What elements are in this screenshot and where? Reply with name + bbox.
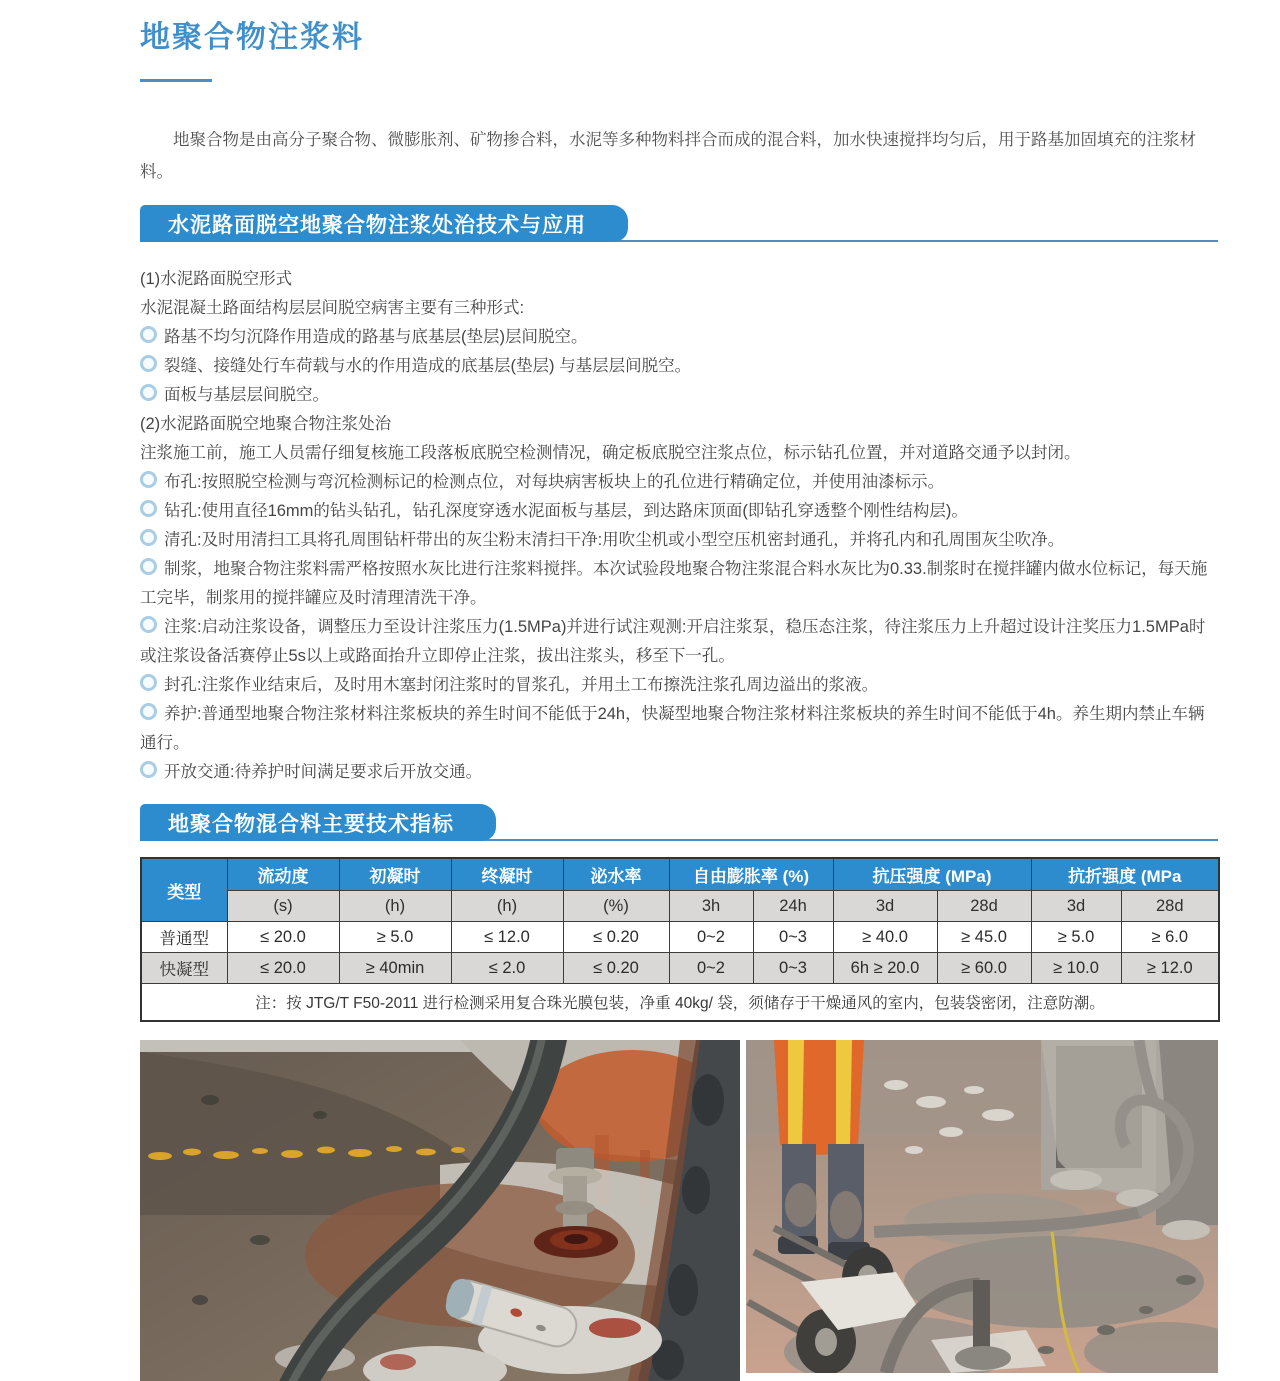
table-cell: ≥ 40min bbox=[339, 953, 451, 984]
table-cell: 6h ≥ 20.0 bbox=[833, 953, 937, 984]
photo-left-grouting-hole bbox=[140, 1040, 740, 1381]
table-cell: ≤ 12.0 bbox=[451, 922, 563, 953]
table-cell: ≥ 40.0 bbox=[833, 922, 937, 953]
table-cell: ≥ 5.0 bbox=[1031, 922, 1121, 953]
ring-bullet-icon bbox=[140, 384, 157, 401]
page-title: 地聚合物注浆料 bbox=[140, 21, 364, 54]
grouting-hole-photo-illustration bbox=[140, 1040, 740, 1381]
table-cell: 0~3 bbox=[753, 922, 833, 953]
table-subheader-cell: (h) bbox=[339, 891, 451, 922]
table-header-cell: 自由膨胀率 (%) bbox=[669, 858, 833, 891]
row-label: 普通型 bbox=[141, 922, 227, 953]
table-cell: ≥ 12.0 bbox=[1121, 953, 1219, 984]
text: (2)水泥路面脱空地聚合物注浆处治 bbox=[140, 415, 392, 433]
ring-bullet-icon bbox=[140, 471, 157, 488]
bullet-item bbox=[140, 613, 1218, 671]
table-subheader-cell: 24h bbox=[753, 891, 833, 922]
bullet-text: 养护:普通型地聚合物注浆材料注浆板块的养生时间不能低于24h，快凝型地聚合物注浆材料注浆板块的养生时间不能低于4h。养生期内禁止车辆通行。 bbox=[140, 705, 1205, 752]
table-subheader-cell: 28d bbox=[937, 891, 1031, 922]
bullet-item bbox=[140, 526, 1218, 555]
bullet-text: 钻孔:使用直径16mm的钻头钻孔，钻孔深度穿透水泥面板与基层，到达路床顶面(即钻孔穿透整个刚性结构层)。 bbox=[164, 502, 968, 520]
photo-right-worksite bbox=[746, 1040, 1218, 1373]
table-subheader-cell: 3h bbox=[669, 891, 753, 922]
table-header-cell: 流动度 bbox=[227, 858, 339, 891]
intro-paragraph: 地聚合物是由高分子聚合物、微膨胀剂、矿物掺合料，水泥等多种物料拌合而成的混合料，加水快速搅拌均匀后，用于路基加固填充的注浆材料。 bbox=[140, 131, 1196, 181]
table-row bbox=[141, 953, 1219, 984]
table-subheader-cell: (s) bbox=[227, 891, 339, 922]
table-subheader-cell: 3d bbox=[1031, 891, 1121, 922]
bullet-item bbox=[140, 381, 1218, 410]
ring-bullet-icon bbox=[140, 558, 157, 575]
table-cell: ≤ 20.0 bbox=[227, 922, 339, 953]
bullet-text: 布孔:按照脱空检测与弯沉检测标记的检测点位，对每块病害板块上的孔位进行精确定位，并使用油漆标示。 bbox=[164, 473, 945, 491]
table-cell: 0~2 bbox=[669, 953, 753, 984]
bullet-item bbox=[140, 497, 1218, 526]
table-cell: ≥ 5.0 bbox=[339, 922, 451, 953]
table-subheader-cell: (%) bbox=[563, 891, 669, 922]
text-line bbox=[140, 265, 1218, 294]
table-header-cell: 泌水率 bbox=[563, 858, 669, 891]
table-header-cell: 初凝时 bbox=[339, 858, 451, 891]
table-header-cell: 终凝时 bbox=[451, 858, 563, 891]
table-header-cell: 抗压强度 (MPa) bbox=[833, 858, 1031, 891]
ring-bullet-icon bbox=[140, 529, 157, 546]
ring-bullet-icon bbox=[140, 326, 157, 343]
ring-bullet-icon bbox=[140, 703, 157, 720]
bullet-item bbox=[140, 352, 1218, 381]
table-cell: ≤ 20.0 bbox=[227, 953, 339, 984]
bullet-item bbox=[140, 700, 1218, 758]
ring-bullet-icon bbox=[140, 616, 157, 633]
bullet-text: 封孔:注浆作业结束后，及时用木塞封闭注浆时的冒浆孔，并用土工布擦洗注浆孔周边溢出的浆液。 bbox=[164, 676, 879, 694]
ring-bullet-icon bbox=[140, 761, 157, 778]
text-line bbox=[140, 410, 1218, 439]
table-cell: ≥ 6.0 bbox=[1121, 922, 1219, 953]
bullet-item bbox=[140, 555, 1218, 613]
table-row bbox=[141, 922, 1219, 953]
table-subheader-cell: (h) bbox=[451, 891, 563, 922]
section-header-bar: 水泥路面脱空地聚合物注浆处治技术与应用 bbox=[140, 205, 628, 242]
table-cell: ≥ 10.0 bbox=[1031, 953, 1121, 984]
row-label: 快凝型 bbox=[141, 953, 227, 984]
table-cell: ≤ 0.20 bbox=[563, 953, 669, 984]
table-note: 注：按 JTG/T F50-2011 进行检测采用复合珠光膜包装，净重 40kg/ 袋，须储存于干燥通风的室内，包装袋密闭，注意防潮。 bbox=[141, 984, 1219, 1022]
bullet-item bbox=[140, 468, 1218, 497]
table-cell: 0~2 bbox=[669, 922, 753, 953]
bullet-text: 路基不均匀沉降作用造成的路基与底基层(垫层)层间脱空。 bbox=[164, 328, 588, 346]
text-line bbox=[140, 439, 1218, 468]
table-header-cell: 抗折强度 (MPa bbox=[1031, 858, 1219, 891]
text: (1)水泥路面脱空形式 bbox=[140, 270, 293, 288]
section-header-2 bbox=[140, 804, 1218, 841]
page-content bbox=[140, 0, 1218, 1381]
bullet-item bbox=[140, 758, 1218, 787]
ring-bullet-icon bbox=[140, 355, 157, 372]
bullet-text: 面板与基层层间脱空。 bbox=[164, 386, 329, 404]
bullet-text: 清孔:及时用清扫工具将孔周围钻杆带出的灰尘粉末清扫干净:用吹尘机或小型空压机密封通孔，并将孔内和孔周围灰尘吹净。 bbox=[164, 531, 1065, 549]
bullet-text: 开放交通:待养护时间满足要求后开放交通。 bbox=[164, 763, 483, 781]
table-subheader-cell: 28d bbox=[1121, 891, 1219, 922]
text: 注浆施工前，施工人员需仔细复核施工段落板底脱空检测情况，确定板底脱空注浆点位，标示钻孔位置，并对道路交通予以封闭。 bbox=[140, 444, 1081, 462]
ring-bullet-icon bbox=[140, 674, 157, 691]
bullet-item bbox=[140, 671, 1218, 700]
spec-table bbox=[140, 857, 1220, 1022]
worksite-photo-illustration bbox=[746, 1040, 1218, 1373]
section1-body bbox=[140, 265, 1218, 787]
ring-bullet-icon bbox=[140, 500, 157, 517]
table-cell: ≤ 0.20 bbox=[563, 922, 669, 953]
table-header-type: 类型 bbox=[141, 858, 227, 922]
table-cell: ≤ 2.0 bbox=[451, 953, 563, 984]
title-underline bbox=[140, 79, 212, 82]
section-header-bar: 地聚合物混合料主要技术指标 bbox=[140, 804, 496, 841]
table-cell: ≥ 60.0 bbox=[937, 953, 1031, 984]
table-subheader-cell: 3d bbox=[833, 891, 937, 922]
bullet-text: 裂缝、接缝处行车荷载与水的作用造成的底基层(垫层) 与基层层间脱空。 bbox=[164, 357, 692, 375]
text-line bbox=[140, 294, 1218, 323]
text: 水泥混凝土路面结构层层间脱空病害主要有三种形式: bbox=[140, 299, 525, 317]
bullet-text: 注浆:启动注浆设备，调整压力至设计注浆压力(1.5MPa)并进行试注观测:开启注浆泵，稳压态注浆，待注浆压力上升超过设计注奖压力1.5MPa时或注浆设备活赛停止5s以上或路面抬升立即停止注浆，拔出注浆头，移至下一孔。 bbox=[140, 618, 1206, 665]
bullet-text: 制浆，地聚合物注浆料需严格按照水灰比进行注浆料搅拌。本次试验段地聚合物注浆混合料水灰比为0.33.制浆时在搅拌罐内做水位标记，每天施工完毕，制浆用的搅拌罐应及时清理清洗干净。 bbox=[140, 560, 1208, 607]
table-cell: 0~3 bbox=[753, 953, 833, 984]
section-header-1 bbox=[140, 205, 1218, 242]
photo-row bbox=[140, 1040, 1218, 1381]
bullet-item bbox=[140, 323, 1218, 352]
table-cell: ≥ 45.0 bbox=[937, 922, 1031, 953]
